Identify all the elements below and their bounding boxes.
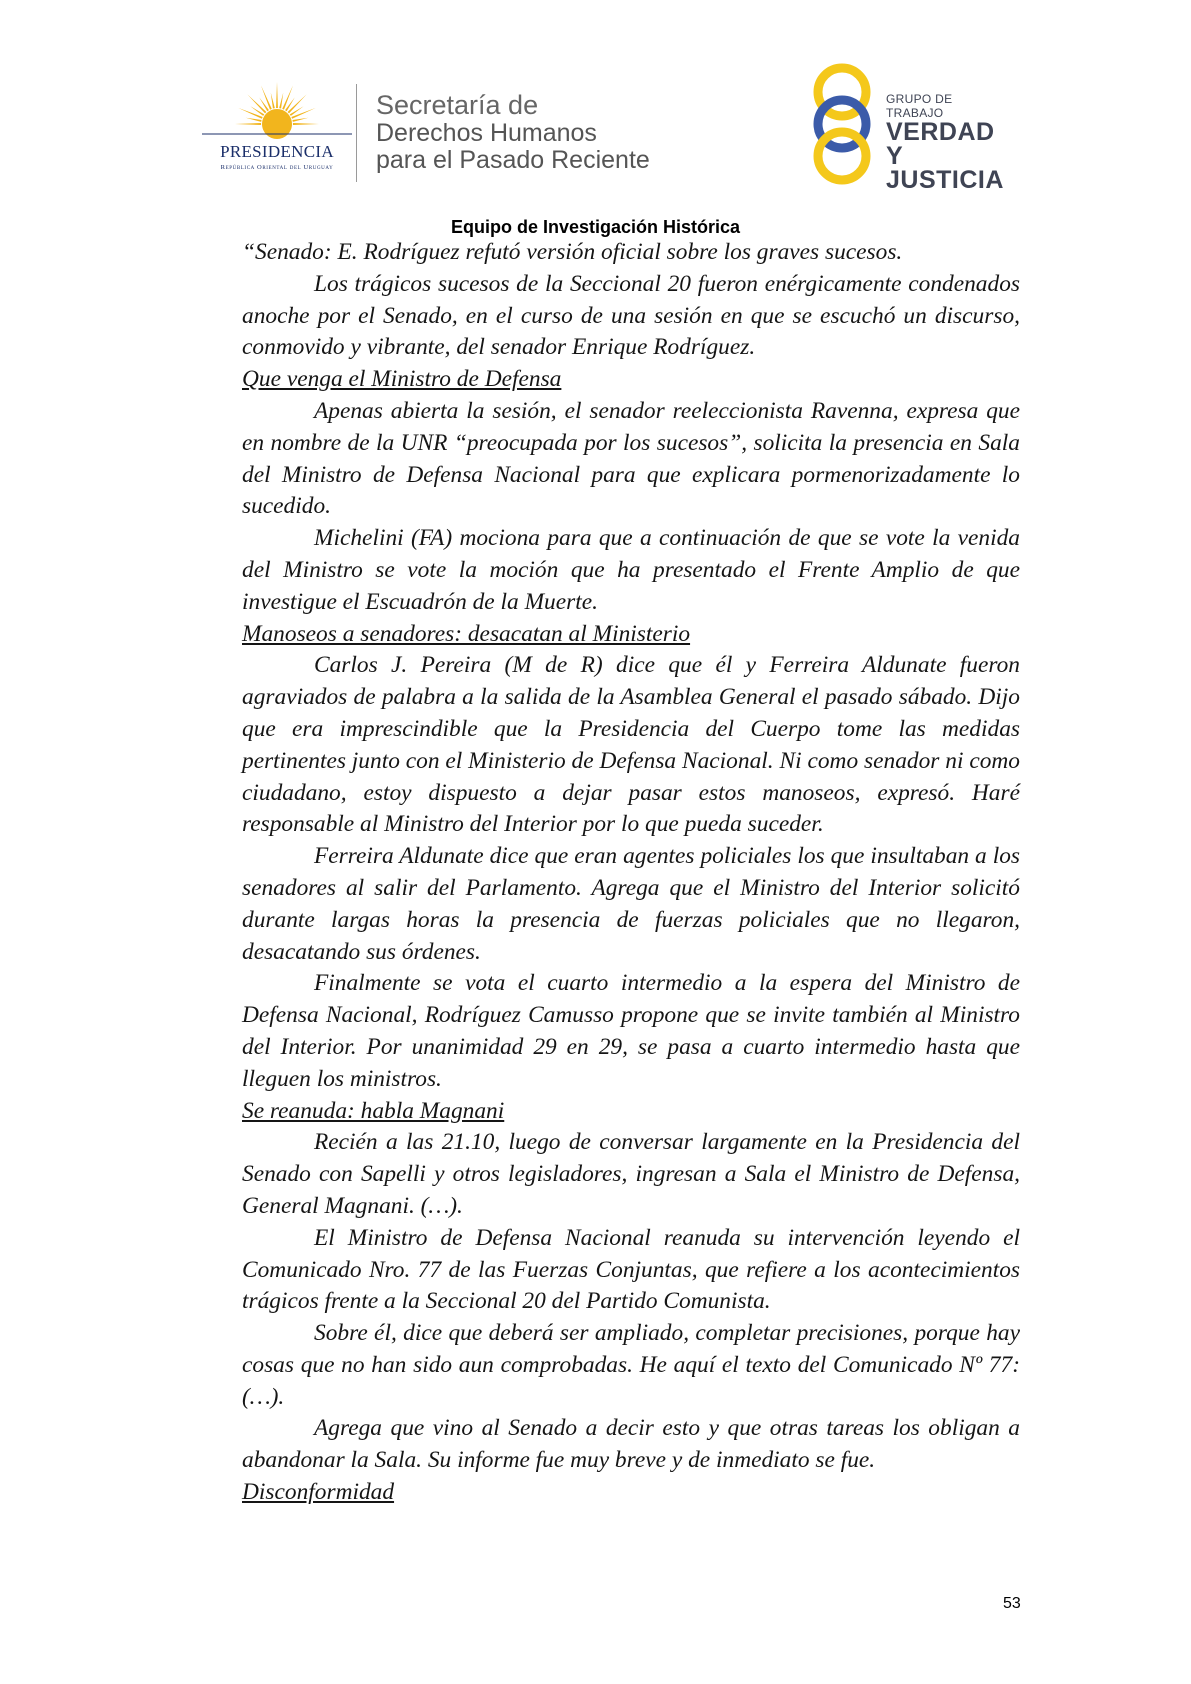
sun-ray <box>279 93 283 109</box>
body-paragraph: “Senado: E. Rodríguez refutó versión oficial sobre los graves sucesos. <box>242 239 903 265</box>
header-divider <box>356 84 357 182</box>
presidencia-name: PRESIDENCIA <box>220 142 334 161</box>
body-paragraph: Los trágicos sucesos de la Seccional 20 fueron enérgicamente condenados anoche por el Senado, en el curso de una sesión en que se escuchó un discurso, conmovido y vibrante, del senador Enrique Rodríguez. <box>242 270 1020 361</box>
body-paragraph: Apenas abierta la sesión, el senador reeleccionista Ravenna, expresa que en nombre de la UNR “preocupada por los sucesos”, solicita la presencia en Sala del Ministro de Defensa Nacional para que explicara pormenorizadamente lo sucedido. <box>242 397 1020 520</box>
section-subheading: Manoseos a senadores: desacatan al Ministerio <box>242 620 691 647</box>
presidencia-logo <box>196 78 358 188</box>
sun-ray <box>276 82 278 108</box>
grupo-line2: VERDAD Y <box>886 118 995 170</box>
section-subheading: Se reanuda: habla Magnani <box>242 1097 505 1124</box>
secretaria-line2: Derechos Humanos <box>376 119 597 147</box>
body-paragraph: Sobre él, dice que deberá ser ampliado, completar precisiones, porque hay cosas que no han sido aun comprobadas. He aquí el texto del Comunicado Nº 77: (…). <box>242 1320 1020 1410</box>
grupo-text <box>886 92 1010 192</box>
body-paragraph: Michelini (FA) mociona para que a continuación de que se vote la venida del Ministro se vote la moción que ha presentado el Frente Amplio de que investigue el Escuadrón de la Muerte. <box>242 525 1020 615</box>
sun-ray <box>250 106 264 116</box>
page-header <box>0 0 1191 215</box>
secretaria-logo-text <box>376 90 650 174</box>
body-paragraph: Finalmente se vota el cuarto intermedio a la espera del Ministro de Defensa Nacional, Rodríguez Camusso propone que se invite también al Ministro del Interior. Por unanimidad 29 en 29, se pasa a cuarto intermedio hasta que lleguen los ministros. <box>242 970 1020 1092</box>
presidencia-subtitle: República Oriental del Uruguay <box>220 164 334 171</box>
sun-ray <box>235 123 261 125</box>
body-paragraph: Recién a las 21.10, luego de conversar largamente en la Presidencia del Senado con Sapelli y otros legisladores, ingresan a Sala el Ministro de Defensa, General Magnani. (…). <box>242 1129 1020 1219</box>
sun-ray <box>291 108 315 119</box>
secretaria-line1: Secretaría de <box>376 90 539 120</box>
sun-ray <box>259 97 269 111</box>
document-body <box>242 237 1020 1509</box>
sun-ray <box>292 118 308 122</box>
body-paragraph: Agrega que vino al Senado a decir esto y que otras tareas los obligan a abandonar la Sala. Su informe fue muy breve y de inmediato se fue. <box>242 1415 1020 1474</box>
body-paragraph: El Ministro de Defensa Nacional reanuda su intervención leyendo el Comunicado Nro. 77 de las Fuerzas Conjuntas, que refiere a los acontecimientos trágicos frente a la Seccional 20 del Partido Comunista. <box>242 1224 1020 1315</box>
grupo-line1: GRUPO DE TRABAJO <box>886 92 953 120</box>
sun-ray <box>271 93 275 109</box>
section-subheading: Que venga el Ministro de Defensa <box>242 366 562 393</box>
sun-ray <box>290 106 304 116</box>
team-title: Equipo de Investigación Histórica <box>450 217 741 237</box>
rings-icon <box>810 62 880 186</box>
grupo-verdad-justicia-logo <box>810 62 1010 194</box>
sun-ray <box>261 85 272 109</box>
section-subheading: Disconformidad <box>242 1479 395 1506</box>
page-number: 53 <box>1003 1595 1021 1612</box>
sun-ray <box>285 97 295 111</box>
sun-ray <box>246 118 262 122</box>
body-paragraph: Carlos J. Pereira (M de R) dice que él y Ferreira Aldunate fueron agraviados de palabra a la salida de la Asamblea General el pasado sábado. Dijo que era imprescindible que la Presidencia del Cuerpo tome las medidas pertinentes junto con el Ministerio de Defensa Nacional. Ni como senador ni como ciudadano, estoy dispuesto a dejar pasar estos manoseos, expresó. Haré responsable al Ministro del Interior por lo que pueda suceder. <box>242 652 1020 838</box>
body-paragraph: Ferreira Aldunate dice que eran agentes policiales los que insultaban a los senadores al salir del Parlamento. Agrega que el Ministro del Interior solicitó durante largas horas la presencia de fuerzas policiales que no llegaron, desacatando sus órdenes. <box>242 843 1020 965</box>
sun-icon <box>196 78 358 148</box>
secretaria-line3: para el Pasado Reciente <box>376 146 650 174</box>
sun-ray <box>293 123 319 125</box>
sun-ray <box>238 108 262 119</box>
grupo-line3: JUSTICIA <box>886 166 1004 194</box>
sun-ray <box>282 85 293 109</box>
